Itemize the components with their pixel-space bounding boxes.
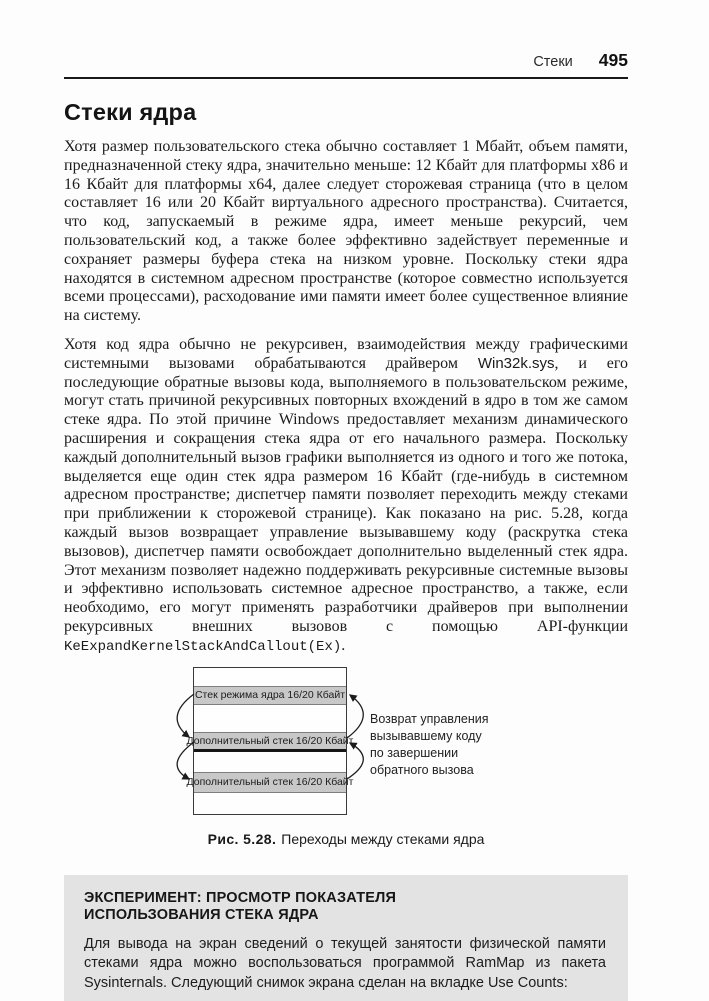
- figure-annotation: [370, 711, 560, 779]
- annotation-line: по завершении: [370, 745, 459, 760]
- running-head-section: Стеки: [533, 54, 573, 70]
- additional-stack-band-1: Дополнительный стек 16/20 Кбайт: [194, 732, 346, 752]
- paragraph2-text-1: Хотя код ядра обычно не рекурсивен, взаимодействия между графическими системными вызовами обрабатываются драйвером: [64, 335, 628, 372]
- annotation-line: Возврат управления: [370, 711, 489, 726]
- experiment-box: [64, 875, 628, 1001]
- kernel-mode-stack-band: Стек режима ядра 16/20 Кбайт: [194, 686, 346, 705]
- additional-stack-band-2: Дополнительный стек 16/20 Кбайт: [194, 772, 346, 793]
- annotation-line: вызывавшему коду: [370, 728, 482, 743]
- section-title: Стеки ядра: [64, 99, 197, 125]
- paragraph2-text-3: .: [341, 636, 346, 654]
- paragraph-stack-expansion: [64, 336, 628, 657]
- figure-caption: [64, 831, 628, 847]
- figure-5-28: [64, 667, 628, 817]
- paragraph2-text-2: , и его последующие обратные вызовы кода, выполняемого в пользовательском режиме, могут стать причиной рекурсивных повторных вхождений в ядро в том же самом стеке ядра. По этой причине Windows предоставляет механизм динамического расширения и сокращения стека ядра от его начального размера. Поскольку каждый дополнительный вызов графики выполняется из одного и того же потока, выделяется еще один стек ядра размером 16 Кбайт (где-нибудь в системном адресном пространстве; диспетчер памяти позволяет переходить между стеками при приближении к сторожевой странице). Как показано на рис. 5.28, когда каждый вызов возвращает управление вызывавшему коду (раскрутка стека вызовов), диспетчер памяти освобождает дополнительно выделенный стек ядра. Этот механизм позволяет надежно поддерживать рекурсивные системные вызовы и эффективно использовать системное адресное пространство, а также, если необходимо, его могут применять разработчики драйверов при выполнении рекурсивных внешних вызовов с помощью API-функции: [64, 354, 629, 635]
- jump-arrow-down-1-icon: [177, 694, 194, 737]
- api-function-name: KeExpandKernelStackAndCallout(Ex): [64, 638, 342, 655]
- running-head: [64, 0, 628, 79]
- jump-arrow-down-2-icon: [177, 742, 194, 779]
- figure-caption-text: Переходы между стеками ядра: [281, 830, 485, 847]
- experiment-title: ЭКСПЕРИМЕНТ: ПРОСМОТР ПОКАЗАТЕЛЯ ИСПОЛЬЗОВАНИЯ СТЕКА ЯДРА: [84, 889, 397, 924]
- return-arrow-up-1-icon: [347, 695, 363, 738]
- paragraph-kernel-stack-sizes: Хотя размер пользовательского стека обычно составляет 1 Мбайт, объем памяти, предназначенной стеку ядра, значительно меньше: 12 Кбайт для платформы x86 и 16 Кбайт для платформы x64, далее следует сторожевая страница (что в целом составляет 16 или 20 Кбайт виртуального адресного пространства). Считается, что код, запускаемый в режиме ядра, имеет меньше рекурсий, чем пользовательский код, а также более эффективно задействует переменные и сохраняет размеры буфера стека на низком уровне. Поскольку стеки ядра находятся в системном адресном пространстве (которое совместно используется всеми процессами), расходование ими памяти имеет более существенное влияние на систему.: [64, 138, 628, 325]
- annotation-line: обратного вызова: [370, 762, 474, 777]
- figure-caption-label: Рис. 5.28.: [207, 830, 277, 847]
- experiment-body: Для вывода на экран сведений о текущей занятости физической памяти стеками ядра можно воспользоваться программой RamMap из пакета Sysinternals. Следующий снимок экрана сделан на вкладке Use Counts:: [84, 935, 606, 991]
- page-number: 495: [598, 50, 628, 70]
- driver-name-win32k: Win32k.sys: [477, 354, 555, 372]
- return-arrow-up-2-icon: [347, 743, 363, 779]
- text-column: [64, 0, 628, 1001]
